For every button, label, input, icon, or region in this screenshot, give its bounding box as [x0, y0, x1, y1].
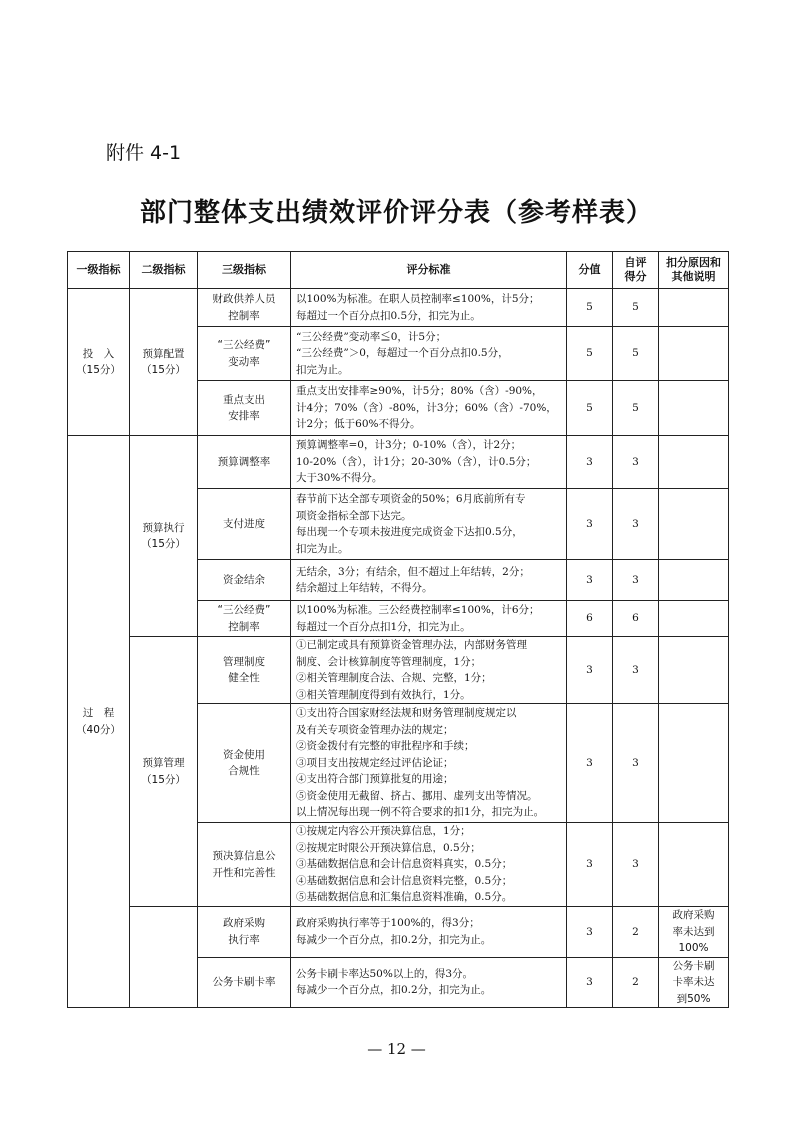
self-score-cell: 3	[613, 823, 659, 907]
level3-cell: 公务卡刷卡率	[198, 957, 291, 1008]
table-row	[68, 436, 729, 489]
criteria-cell: ①已制定或具有预算资金管理办法，内部财务管理 制度、会计核算制度等管理制度，1分； ②相关管理制度合法、合规、完整，1分； ③相关管理制度得到有效执行，1分。	[291, 637, 567, 704]
self-score-cell: 3	[613, 560, 659, 601]
level3-cell: 支付进度	[198, 489, 291, 560]
header-self-score: 自评 得分	[613, 252, 659, 289]
level3-cell: 预算调整率	[198, 436, 291, 489]
page-number: — 12 —	[367, 1040, 426, 1058]
table-header-row	[68, 252, 729, 289]
header-note: 扣分原因和 其他说明	[659, 252, 729, 289]
level3-cell: 资金使用 合规性	[198, 704, 291, 823]
header-level1: 一级指标	[68, 252, 130, 289]
criteria-cell: 以100%为标准。在职人员控制率≤100%，计5分； 每超过一个百分点扣0.5分，扣完为止。	[291, 289, 567, 327]
note-cell: 公务卡刷 卡率未达 到50%	[659, 957, 729, 1008]
score-cell: 5	[567, 289, 613, 327]
criteria-cell: ①按规定内容公开预决算信息，1分； ②按规定时限公开预决算信息，0.5分； ③基础数据信息和会计信息资料真实，0.5分； ④基础数据信息和会计信息资料完整，0.5分； ⑤基础数据信息和汇集信息资料准确，0.5分。	[291, 823, 567, 907]
level3-cell: 财政供养人员 控制率	[198, 289, 291, 327]
level2-budget-mgmt: 预算管理 （15分）	[130, 637, 198, 907]
level2-budget-exec: 预算执行 （15分）	[130, 436, 198, 637]
level3-cell: 重点支出 安排率	[198, 381, 291, 436]
note-cell	[659, 704, 729, 823]
criteria-cell: ①支出符合国家财经法规和财务管理制度规定以 及有关专项资金管理办法的规定； ②资金拨付有完整的审批程序和手续； ③项目支出按规定经过评估论证； ④支出符合部门预算批复的用途； ⑤资金使用无截留、挤占、挪用、虚列支出等情况。 以上情况每出现一例不符合要求的扣1分，扣完为止。	[291, 704, 567, 823]
level3-cell: “三公经费” 控制率	[198, 601, 291, 637]
self-score-cell: 2	[613, 907, 659, 958]
note-cell: 政府采购 率未达到 100%	[659, 907, 729, 958]
header-criteria: 评分标准	[291, 252, 567, 289]
score-cell: 3	[567, 489, 613, 560]
level3-cell: 资金结余	[198, 560, 291, 601]
level1-input: 投 入 （15分）	[68, 289, 130, 436]
header-level3: 三级指标	[198, 252, 291, 289]
level1-process: 过 程 （40分）	[68, 436, 130, 1008]
self-score-cell: 6	[613, 601, 659, 637]
table-row	[68, 907, 729, 958]
score-cell: 3	[567, 637, 613, 704]
score-cell: 5	[567, 381, 613, 436]
criteria-cell: 春节前下达全部专项资金的50%；6月底前所有专 项资金指标全部下达完。 每出现一个专项未按进度完成资金下达扣0.5分， 扣完为止。	[291, 489, 567, 560]
note-cell	[659, 560, 729, 601]
note-cell	[659, 381, 729, 436]
self-score-cell: 3	[613, 637, 659, 704]
criteria-cell: 公务卡刷卡率达50%以上的，得3分。 每减少一个百分点，扣0.2分，扣完为止。	[291, 957, 567, 1008]
criteria-cell: 重点支出安排率≥90%，计5分；80%（含）-90%， 计4分；70%（含）-80%，计3分；60%（含）-70%， 计2分；低于60%不得分。	[291, 381, 567, 436]
criteria-cell: 预算调整率=0，计3分；0-10%（含），计2分； 10-20%（含），计1分；20-30%（含），计0.5分； 大于30%不得分。	[291, 436, 567, 489]
score-cell: 3	[567, 436, 613, 489]
score-cell: 3	[567, 957, 613, 1008]
header-level2: 二级指标	[130, 252, 198, 289]
level2-blank	[130, 907, 198, 1008]
criteria-cell: 以100%为标准。三公经费控制率≤100%，计6分； 每超过一个百分点扣1分，扣完为止。	[291, 601, 567, 637]
score-cell: 3	[567, 560, 613, 601]
note-cell	[659, 289, 729, 327]
self-score-cell: 5	[613, 381, 659, 436]
header-score: 分值	[567, 252, 613, 289]
criteria-cell: “三公经费”变动率≦0，计5分； “三公经费”＞0，每超过一个百分点扣0.5分， 扣完为止。	[291, 327, 567, 381]
criteria-cell: 无结余，3分；有结余，但不超过上年结转，2分； 结余超过上年结转，不得分。	[291, 560, 567, 601]
level3-cell: “三公经费” 变动率	[198, 327, 291, 381]
note-cell	[659, 637, 729, 704]
score-cell: 3	[567, 823, 613, 907]
page-title: 部门整体支出绩效评价评分表（参考样表）	[139, 198, 653, 228]
level3-cell: 政府采购 执行率	[198, 907, 291, 958]
note-cell	[659, 823, 729, 907]
scoring-table	[67, 251, 729, 1008]
note-cell	[659, 436, 729, 489]
table-row	[68, 289, 729, 327]
self-score-cell: 3	[613, 489, 659, 560]
self-score-cell: 3	[613, 436, 659, 489]
level3-cell: 管理制度 健全性	[198, 637, 291, 704]
attachment-label: 附件 4-1	[106, 142, 182, 164]
note-cell	[659, 601, 729, 637]
score-cell: 6	[567, 601, 613, 637]
self-score-cell: 5	[613, 289, 659, 327]
note-cell	[659, 489, 729, 560]
table-row	[68, 637, 729, 704]
self-score-cell: 3	[613, 704, 659, 823]
score-cell: 3	[567, 907, 613, 958]
score-cell: 5	[567, 327, 613, 381]
level3-cell: 预决算信息公 开性和完善性	[198, 823, 291, 907]
criteria-cell: 政府采购执行率等于100%的，得3分； 每减少一个百分点，扣0.2分，扣完为止。	[291, 907, 567, 958]
self-score-cell: 2	[613, 957, 659, 1008]
score-cell: 3	[567, 704, 613, 823]
level2-budget-config: 预算配置 （15分）	[130, 289, 198, 436]
note-cell	[659, 327, 729, 381]
self-score-cell: 5	[613, 327, 659, 381]
